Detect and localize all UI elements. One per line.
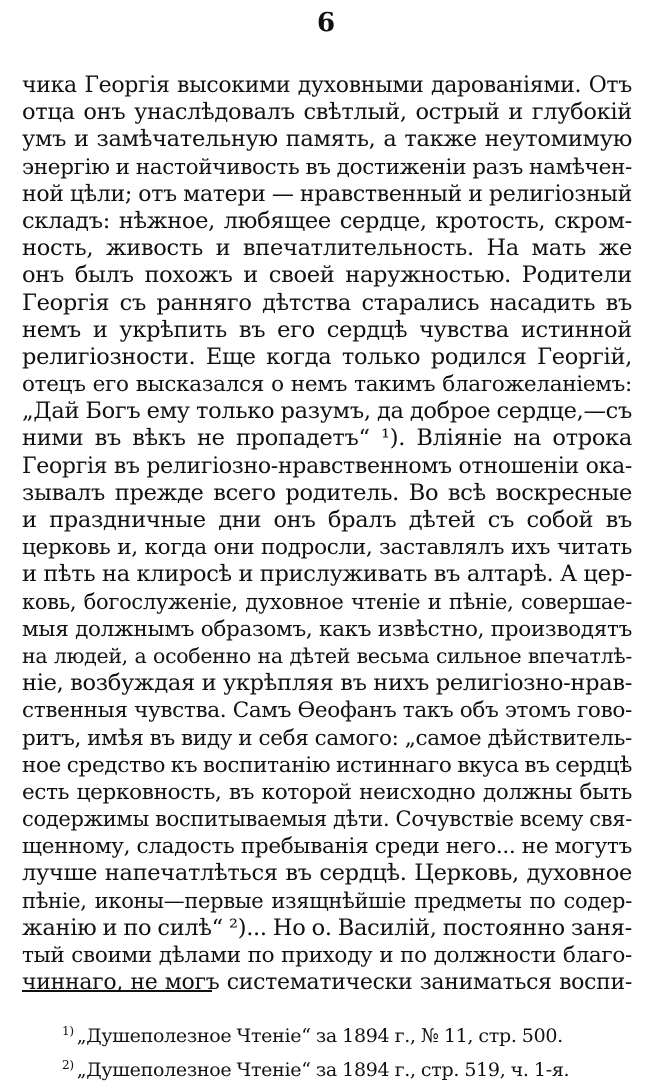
text-line: зывалъ прежде всего родитель. Во всѣ воскресные — [22, 479, 632, 506]
text-line: немъ и укрѣпить въ его сердцѣ чувства истинной — [22, 316, 632, 343]
text-line: онъ былъ похожъ и своей наружностью. Родители — [22, 262, 632, 289]
text-line: лучше напечатлѣться въ сердцѣ. Церковь, духовное — [22, 860, 632, 887]
text-line: ритъ, имѣя въ виду и себя самого: „самое дѣйствитель- — [22, 725, 632, 751]
body-text — [22, 72, 632, 996]
text-line: ность, живость и впечатлительность. На мать же — [22, 235, 632, 262]
text-line: ними въ вѣкъ не пропадетъ“ ¹). Вліяніе на отрока — [22, 425, 632, 452]
text-line: на людей, а особенно на дѣтей весьма сильное впечатлѣ- — [22, 643, 632, 668]
text-line: энергію и настойчивость въ достиженіи разъ намѣчен- — [22, 154, 632, 180]
footnote-divider — [22, 990, 212, 992]
text-line: чиннаго, не могъ систематически заниматься воспи- — [22, 970, 632, 996]
text-line: пѣніе, иконы—первые изящнѣйшіе предметы по содер- — [22, 888, 632, 913]
footnote-mark: 1) — [62, 1024, 74, 1038]
text-line: ное средство къ воспитанію истиннаго вкуса въ сердцѣ — [22, 752, 632, 778]
text-line: церковь и, когда они подросли, заставлялъ ихъ читать — [22, 535, 632, 561]
text-line: Георгія въ религіозно-нравственномъ отношеніи ока- — [22, 453, 632, 479]
text-line: мыя должнымъ образомъ, какъ извѣстно, производятъ — [22, 616, 632, 642]
text-line: ственныя чувства. Самъ Ѳеофанъ такъ объ этомъ гово- — [22, 698, 632, 724]
text-line: жанію и по силѣ“ ²)... Но о. Василій, постоянно заня- — [22, 914, 632, 941]
text-line: „Дай Богъ ему только разумъ, да доброе сердце,—съ — [22, 398, 632, 425]
text-line: ной цѣли; отъ матери — нравственный и религіозный — [22, 181, 632, 207]
footnotes — [62, 1014, 632, 1082]
text-line: щенному, сладость пребыванія среди него... не могутъ — [22, 834, 632, 860]
text-line: умъ и замѣчательную память, а также неутомимую — [22, 126, 632, 153]
footnote-text: „Душеполезное Чтеніе“ за 1894 г., стр. 519, ч. 1-я. — [76, 1059, 570, 1081]
text-line: складъ: нѣжное, любящее сердце, кротость, скром- — [22, 207, 632, 234]
text-line: чика Георгія высокими духовными дарованіями. Отъ — [22, 73, 632, 98]
footnote-mark: 2) — [62, 1058, 74, 1072]
footnote-2 — [62, 1048, 632, 1082]
text-line: содержимы воспитываемыя дѣти. Сочувствіе всему свя- — [22, 807, 632, 832]
text-line: отецъ его высказался о немъ такимъ благожеланіемъ: — [22, 372, 632, 398]
page-number: 6 — [316, 8, 336, 38]
text-line: есть церковность, въ которой неисходно должны быть — [22, 779, 632, 805]
footnote-text: „Душеполезное Чтеніе“ за 1894 г., № 11, стр. 500. — [76, 1025, 563, 1047]
text-line: религіозности. Еще когда только родился Георгій, — [22, 343, 632, 370]
text-line: ніе, возбуждая и укрѣпляя въ нихъ религіозно-нрав- — [22, 670, 632, 697]
footnote-1 — [62, 1014, 632, 1048]
text-line: ковь, богослуженіе, духовное чтеніе и пѣніе, совершае- — [22, 589, 632, 614]
text-line: и праздничные дни онъ бралъ дѣтей съ собой въ — [22, 507, 632, 533]
text-line: и пѣть на клиросѣ и прислуживать въ алтарѣ. А цер- — [22, 561, 632, 588]
text-line: отца онъ унаслѣдовалъ свѣтлый, острый и глубокій — [22, 99, 632, 126]
text-line: Георгія съ ранняго дѣтства старались насадить въ — [22, 289, 632, 316]
text-line: тый своими дѣлами по приходу и по должности благо- — [22, 943, 632, 968]
